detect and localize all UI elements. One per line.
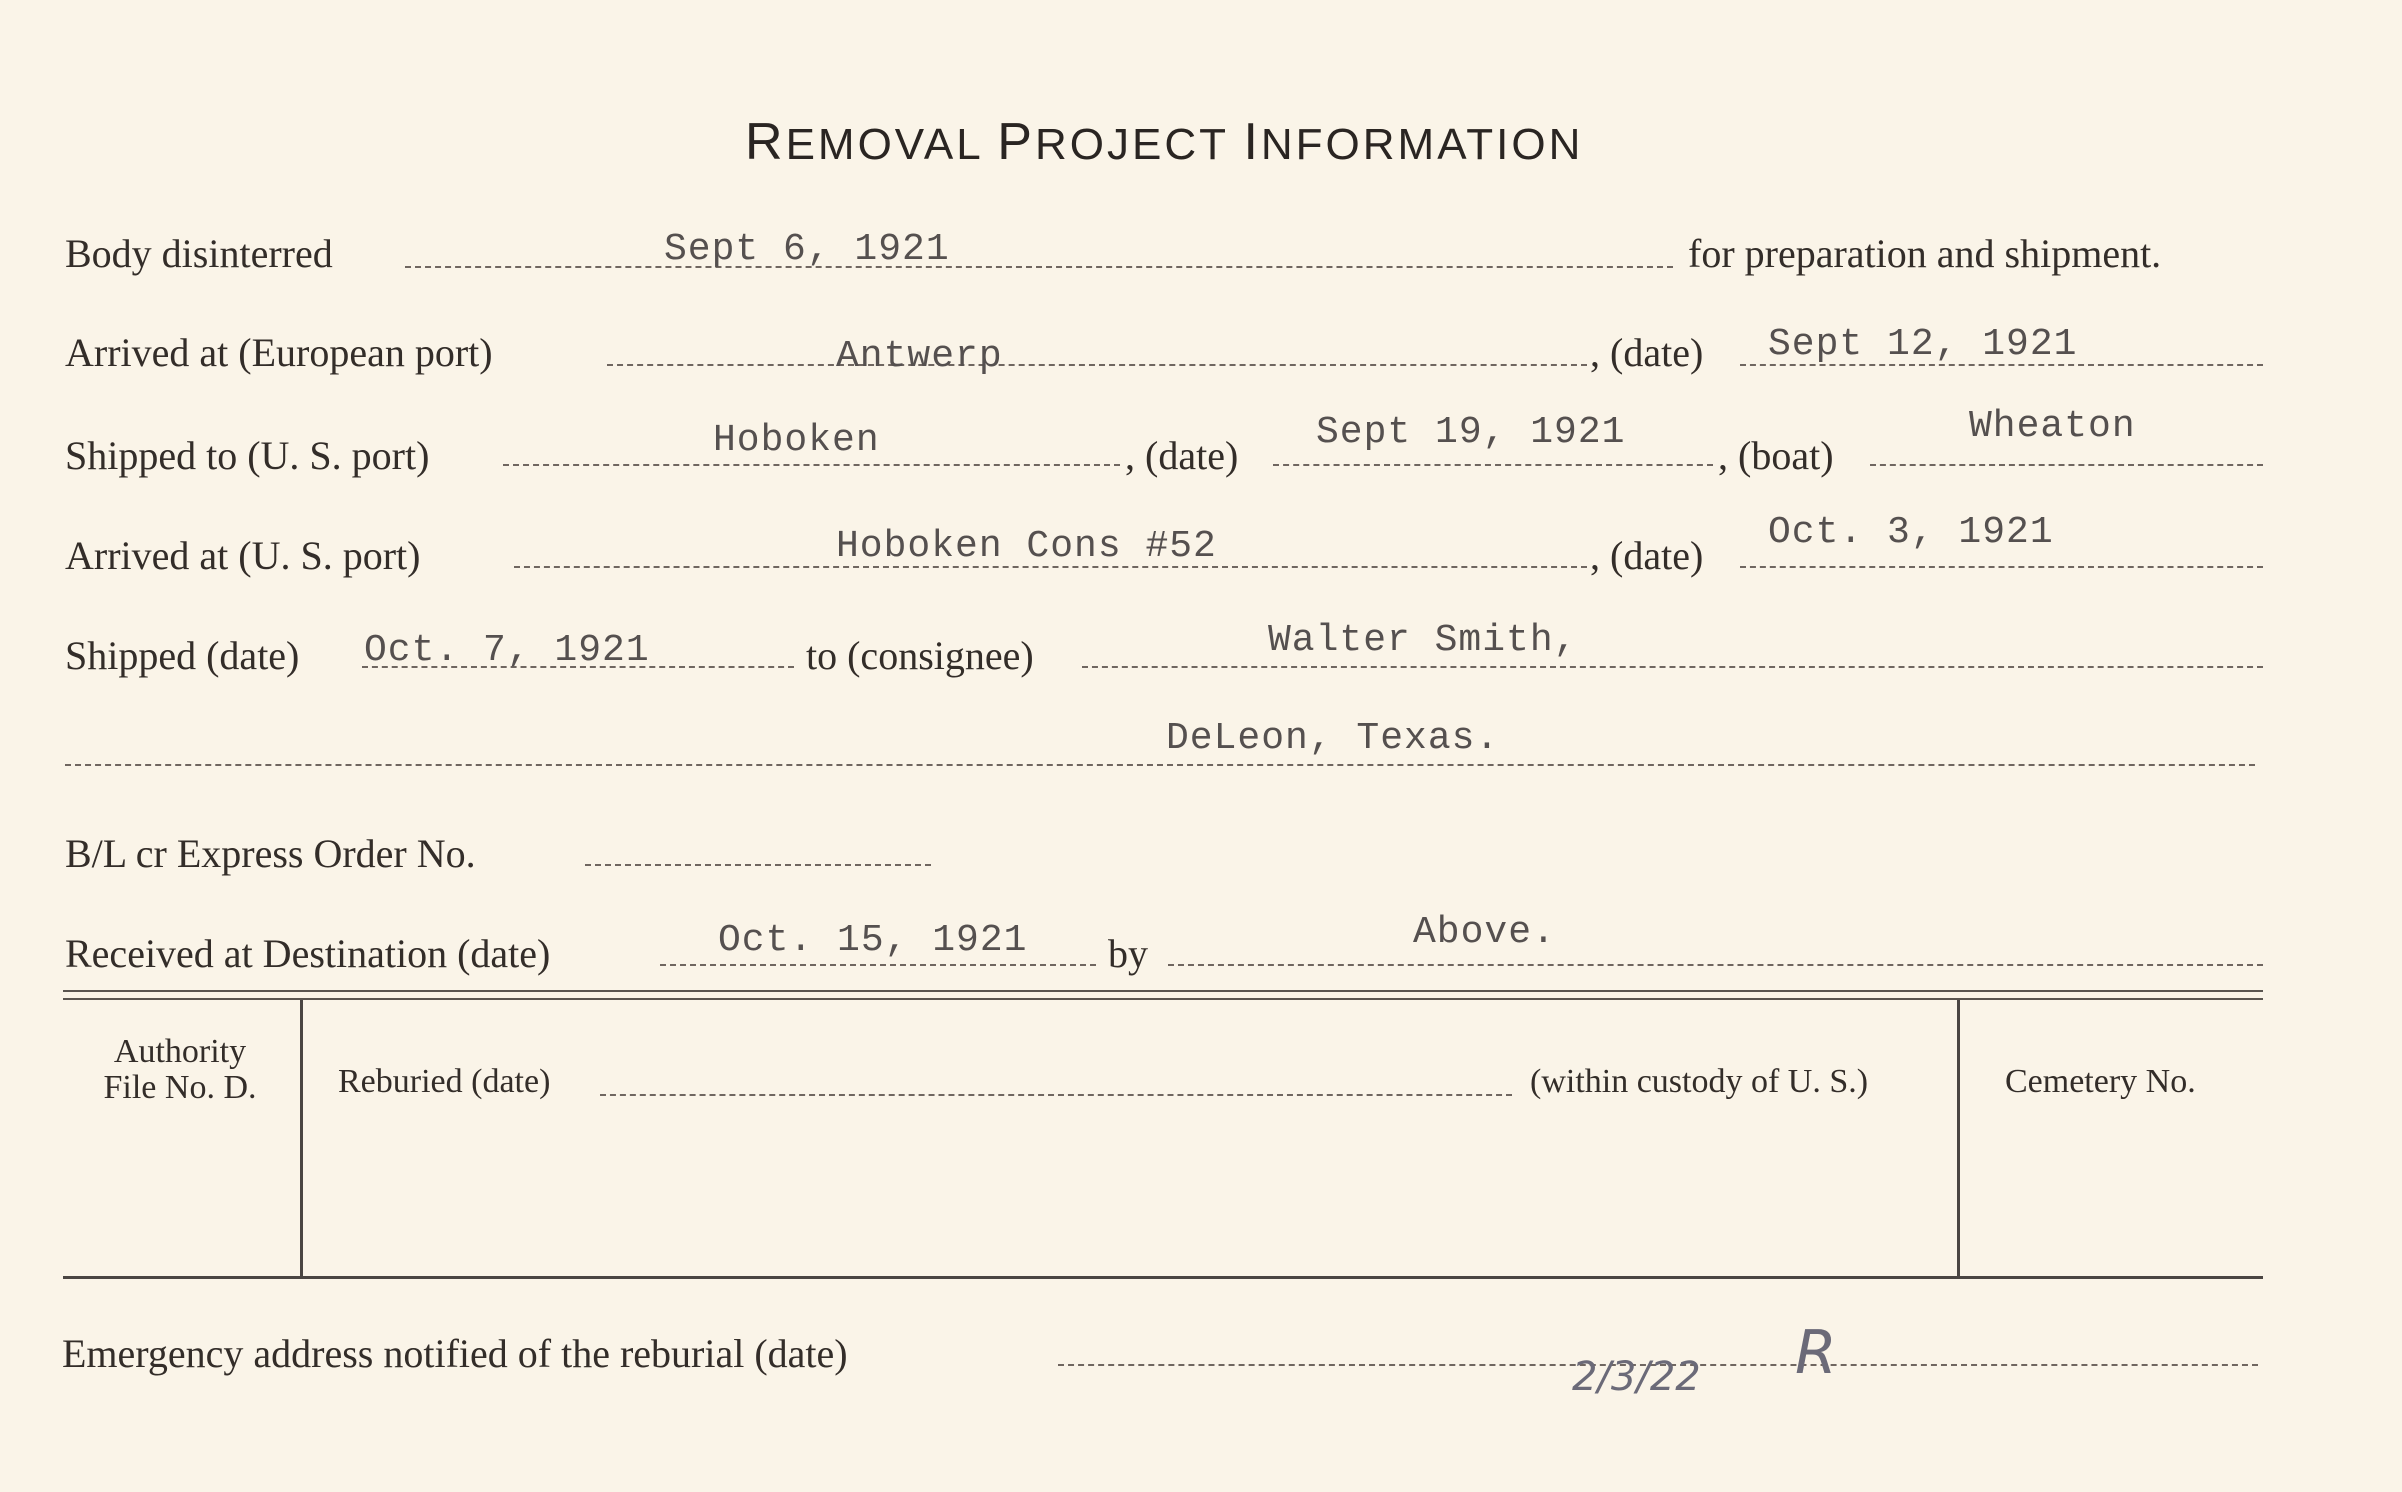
european-port-label: Arrived at (European port) (65, 330, 493, 375)
boat-value: Wheaton (1969, 405, 2136, 448)
shipped-date-value: Sept 19, 1921 (1316, 411, 1626, 454)
express-order-label: B/L cr Express Order No. (65, 831, 476, 876)
european-port-value: Antwerp (836, 335, 1003, 378)
consignee-line (1082, 666, 2263, 668)
received-date-line (660, 964, 1096, 966)
arrived-date-value: Oct. 3, 1921 (1768, 511, 2054, 554)
european-date-label: , (date) (1590, 330, 1704, 375)
shipped-date-label: , (date) (1125, 433, 1239, 478)
by-label: by (1108, 931, 1148, 976)
authority-label-line2: File No. D. (103, 1068, 257, 1106)
us-port-arrived-value: Hoboken Cons #52 (836, 525, 1217, 568)
shipped-date-row-value: Oct. 7, 1921 (364, 629, 650, 672)
authority-label-line1: Authority (113, 1033, 247, 1070)
body-disinterred-label: Body disinterred (65, 231, 333, 276)
us-port-arrived-label: Arrived at (U. S. port) (65, 533, 421, 578)
shipped-date-row-label: Shipped (date) (65, 633, 300, 678)
card-title: REMOVAL PROJECT INFORMATION (745, 113, 1584, 171)
consignee-value: Walter Smith, (1268, 619, 1578, 662)
received-date-value: Oct. 15, 1921 (718, 919, 1028, 962)
body-disinterred-line (405, 266, 1673, 268)
cemetery-label: Cemetery No. (2005, 1063, 2196, 1100)
emergency-date: 2/3/22 (1572, 1354, 1701, 1400)
reburied-line (600, 1094, 1512, 1096)
by-line (1168, 964, 2263, 966)
boat-label: , (boat) (1718, 433, 1834, 478)
table-divider-right (1957, 1000, 1960, 1276)
european-port-line (607, 364, 1587, 366)
boat-line (1870, 464, 2263, 466)
table-divider-left (300, 1000, 303, 1276)
body-disinterred-value: Sept 6, 1921 (664, 228, 950, 271)
shipped-date-line (1273, 464, 1713, 466)
table-bottom-rule (63, 1276, 2263, 1279)
us-port-shipped-value: Hoboken (713, 419, 880, 462)
reburied-label: Reburied (date) (338, 1063, 551, 1100)
emergency-label: Emergency address notified of the reburial (date) (62, 1331, 848, 1376)
arrived-date-line (1740, 566, 2263, 568)
us-port-shipped-line (503, 464, 1120, 466)
consignee-address: DeLeon, Texas. (1166, 717, 1500, 760)
express-order-line (585, 864, 931, 866)
arrived-date-label: , (date) (1590, 533, 1704, 578)
by-value: Above. (1413, 911, 1556, 954)
us-port-shipped-label: Shipped to (U. S. port) (65, 433, 430, 478)
custody-label: (within custody of U. S.) (1530, 1063, 1869, 1100)
body-disinterred-suffix: for preparation and shipment. (1688, 231, 2162, 276)
emergency-initials: R (1795, 1318, 1837, 1388)
consignee-label: to (consignee) (806, 633, 1034, 678)
received-destination-label: Received at Destination (date) (65, 931, 551, 976)
consignee-line-2 (65, 764, 2255, 766)
table-top-rule (63, 990, 2263, 1000)
european-date-value: Sept 12, 1921 (1768, 323, 2078, 366)
authority-label (90, 1034, 270, 1105)
